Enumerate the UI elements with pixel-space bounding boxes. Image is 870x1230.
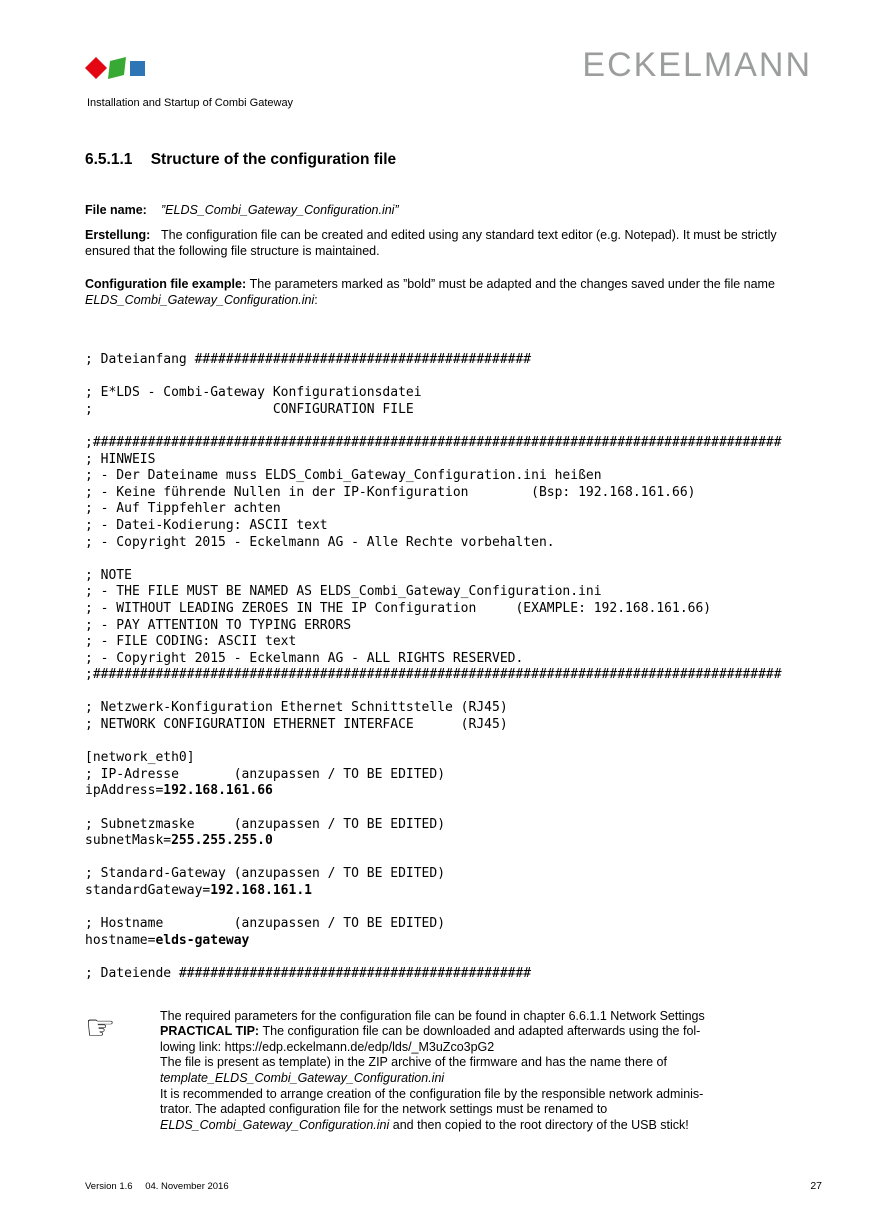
note-line	[160, 1024, 705, 1040]
code-line	[85, 850, 822, 867]
text-segment: ”ELDS_Combi_Gateway_Configuration.ini”	[161, 203, 399, 217]
code-line	[85, 783, 822, 800]
text-segment: ; - Datei-Kodierung: ASCII text	[85, 517, 328, 533]
page-header	[85, 0, 822, 120]
text-segment: template_ELDS_Combi_Gateway_Configuration.ini	[160, 1070, 445, 1085]
code-line	[85, 568, 822, 585]
text-segment: ; E*LDS - Combi-Gateway Konfigurationsdatei	[85, 385, 422, 401]
logo-blue-square	[130, 61, 145, 76]
code-line	[85, 700, 822, 717]
text-segment: lowing link: https://edp.eckelmann.de/edp/lds/_M3uZco3pG2	[160, 1039, 495, 1054]
text-segment: ipAddress=	[85, 783, 164, 799]
text-segment: ; Dateianfang ###########################################	[85, 352, 532, 367]
section-heading	[85, 150, 822, 169]
text-segment: :	[314, 293, 318, 307]
code-line	[85, 684, 822, 701]
note-line	[160, 1087, 705, 1103]
eckelmann-logo-icon	[85, 55, 147, 88]
text-segment: The required parameters for the configuration file can be found in chapter 6.6.1.1 Network Settings	[160, 1008, 705, 1023]
note-line	[160, 1102, 705, 1118]
note-line	[160, 1009, 705, 1025]
text-segment: ; CONFIGURATION FILE	[85, 401, 414, 417]
code-line	[85, 369, 822, 386]
code-line	[85, 750, 822, 767]
paragraph-file-name	[85, 202, 822, 218]
code-line	[85, 418, 822, 435]
note-line	[160, 1055, 705, 1071]
text-segment: ; Standard-Gateway (anzupassen / TO BE EDITED)	[85, 866, 446, 882]
text-segment: PRACTICAL TIP:	[160, 1024, 263, 1039]
text-segment: hostname=	[85, 932, 156, 948]
text-segment: ; NOTE	[85, 567, 132, 583]
code-line	[85, 618, 822, 635]
code-line	[85, 866, 822, 883]
page-footer	[85, 1180, 822, 1192]
text-segment: ; Subnetzmaske (anzupassen / TO BE EDITED)	[85, 816, 446, 832]
code-line	[85, 584, 822, 601]
code-line	[85, 916, 822, 933]
code-line	[85, 402, 822, 419]
note-line	[160, 1040, 705, 1056]
note-line	[160, 1071, 705, 1087]
footer-version-date	[85, 1181, 239, 1192]
text-segment: ; Dateiende #############################################	[85, 965, 532, 981]
practical-tip-note	[85, 1009, 822, 1134]
code-line	[85, 634, 822, 651]
text-segment: ;########################################################################################	[85, 667, 782, 683]
text-segment: subnetMask=	[85, 833, 172, 849]
text-segment: ; - THE FILE MUST BE NAMED AS ELDS_Combi_Gateway_Configuration.ini	[85, 584, 602, 600]
logo-red-diamond	[85, 57, 107, 79]
page-content	[85, 150, 822, 1133]
text-segment: ELDS_Combi_Gateway_Configuration.ini	[160, 1117, 390, 1132]
text-segment: ; - Copyright 2015 - Eckelmann AG - ALL RIGHTS RESERVED.	[85, 650, 524, 666]
text-segment: ; - Copyright 2015 - Eckelmann AG - Alle Rechte vorbehalten.	[85, 534, 555, 550]
text-segment: elds-gateway	[155, 932, 250, 948]
code-line	[85, 485, 822, 502]
text-segment: trator. The adapted configuration file for the network settings must be renamed to	[160, 1102, 608, 1117]
code-line	[85, 883, 822, 900]
brand-wordmark: ECKELMANN	[582, 46, 812, 84]
text-segment: It is recommended to arrange creation of the configuration file by the responsible network adminis-	[160, 1086, 704, 1101]
text-segment: The parameters marked as ”bold” must be adapted and the changes saved under the file name	[249, 277, 775, 291]
code-line	[85, 452, 822, 469]
text-segment: The configuration file can be created and edited using any standard text editor (e.g. Notepad). It must be strictly ensured that the following file structure is maintained.	[85, 228, 777, 258]
code-line	[85, 435, 822, 452]
text-segment: ; Hostname (anzupassen / TO BE EDITED)	[85, 916, 446, 932]
code-line	[85, 352, 822, 369]
code-line	[85, 535, 822, 552]
paragraph-config-example	[85, 276, 822, 308]
text-segment: and then copied to the root directory of the USB stick!	[389, 1117, 689, 1132]
logo-green-parallelogram	[108, 57, 126, 79]
text-segment: File name:	[85, 203, 147, 217]
text-segment: ; - Auf Tippfehler achten	[85, 501, 281, 517]
code-line	[85, 767, 822, 784]
note-line	[160, 1118, 705, 1134]
text-segment: 192.168.161.66	[163, 783, 273, 799]
text-segment: [network_eth0]	[85, 750, 195, 766]
code-line	[85, 518, 822, 535]
code-line	[85, 949, 822, 966]
text-segment: ; - WITHOUT LEADING ZEROES IN THE IP Configuration (EXAMPLE: 192.168.161.66)	[85, 600, 712, 616]
text-segment: ; NETWORK CONFIGURATION ETHERNET INTERFACE (RJ45)	[85, 717, 508, 733]
text-segment: ELDS_Combi_Gateway_Configuration.ini	[85, 293, 315, 307]
text-segment: ; HINWEIS	[85, 451, 156, 467]
text-segment: standardGateway=	[85, 883, 211, 898]
code-line	[85, 734, 822, 751]
text-segment: The file is present as template) in the ZIP archive of the firmware and has the name there of	[160, 1055, 667, 1070]
page-number: 27	[810, 1180, 822, 1192]
note-text	[160, 1009, 705, 1134]
text-segment: 255.255.255.0	[171, 833, 273, 849]
code-block	[85, 352, 822, 983]
code-line	[85, 601, 822, 618]
document-subtitle: Installation and Startup of Combi Gateway	[87, 97, 294, 109]
code-line	[85, 385, 822, 402]
code-line	[85, 667, 822, 684]
date-label: 04. November 2016	[145, 1181, 229, 1192]
version-label: Version 1.6	[85, 1181, 133, 1192]
text-segment: ; IP-Adresse (anzupassen / TO BE EDITED)	[85, 766, 446, 782]
text-segment: The configuration file can be downloaded and adapted afterwards using the fol-	[262, 1024, 701, 1039]
text-segment: ; - FILE CODING: ASCII text	[85, 634, 297, 650]
text-segment: Erstellung:	[85, 228, 151, 242]
section-number: 6.5.1.1	[85, 151, 133, 168]
code-line	[85, 817, 822, 834]
code-line	[85, 651, 822, 668]
code-line	[85, 717, 822, 734]
paragraph-erstellung	[85, 227, 822, 259]
code-line	[85, 800, 822, 817]
text-segment: ; - PAY ATTENTION TO TYPING ERRORS	[85, 617, 352, 633]
section-title: Structure of the configuration file	[150, 151, 397, 168]
text-segment: Configuration file example:	[85, 277, 250, 291]
text-segment: ; - Keine führende Nullen in der IP-Konfiguration (Bsp: 192.168.161.66)	[85, 484, 696, 500]
code-line	[85, 468, 822, 485]
text-segment: ; - Der Dateiname muss ELDS_Combi_Gateway_Configuration.ini heißen	[85, 468, 602, 484]
text-segment: 192.168.161.1	[210, 883, 312, 898]
pointing-hand-icon: ☞	[85, 1008, 116, 1047]
code-line	[85, 501, 822, 518]
code-line	[85, 900, 822, 917]
code-line	[85, 833, 822, 850]
text-segment: ;########################################################################################	[85, 434, 782, 450]
text-segment: ; Netzwerk-Konfiguration Ethernet Schnittstelle (RJ45)	[85, 700, 508, 716]
code-line	[85, 551, 822, 568]
code-line	[85, 933, 822, 950]
code-line	[85, 966, 822, 983]
